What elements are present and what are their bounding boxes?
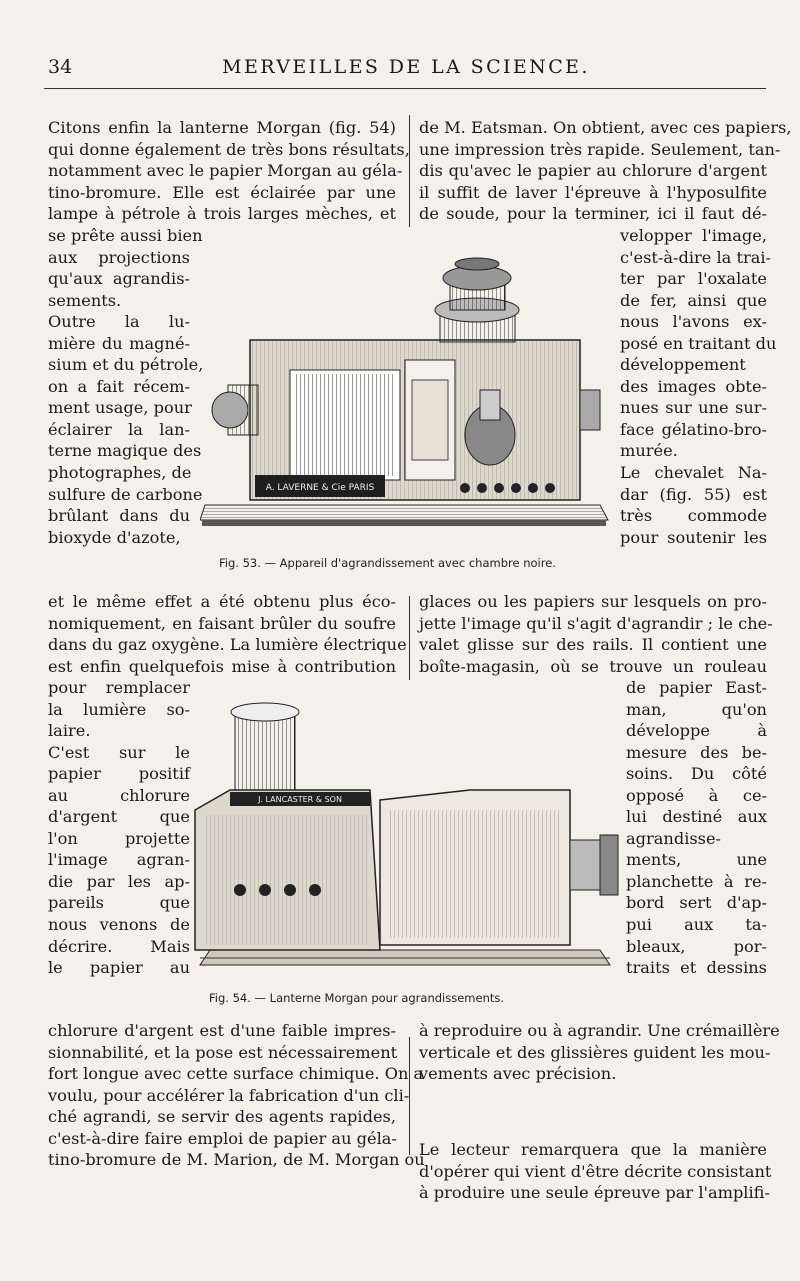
text-line: fort longue avec cette surface chimique. On a (48, 1064, 424, 1084)
text-line: décrire. Mais (48, 936, 190, 956)
text-block-left-middle (48, 591, 407, 677)
text-line: face gélatino-bro- (620, 419, 767, 439)
text-line: il suffit de laver l'épreuve à l'hyposulfite (419, 182, 767, 202)
text-line: on a fait récem- (48, 376, 190, 396)
text-block-right-wrap-1 (620, 225, 777, 548)
text-line: sulfure de carbone (48, 484, 203, 504)
text-line: développement (620, 355, 746, 375)
text-line: l'image agran- (48, 850, 190, 870)
text-line: boîte-magasin, où se trouve un rouleau (419, 656, 767, 676)
text-block-left-wrap-2 (48, 677, 190, 979)
text-line: de M. Eatsman. On obtient, avec ces papiers, (419, 118, 792, 137)
text-line: papier positif (48, 764, 190, 784)
text-block-right-final (419, 1139, 772, 1204)
text-line: velopper l'image, (620, 226, 767, 245)
running-title: MERVEILLES DE LA SCIENCE. (222, 56, 590, 78)
text-line: nues sur une sur- (620, 398, 767, 418)
text-line: bleaux, por- (626, 936, 767, 956)
text-block-left-top (48, 117, 410, 225)
text-line: brûlant dans du (48, 506, 190, 526)
text-block-right-middle (419, 591, 773, 677)
text-line: mesure des be- (626, 742, 767, 762)
page-number: 34 (48, 56, 73, 78)
text-line: est enfin quelquefois mise à contribution (48, 656, 396, 676)
text-block-left-wrap-1 (48, 225, 204, 548)
column-divider (409, 596, 410, 680)
text-line: se prête aussi bien (48, 226, 203, 245)
column-divider (409, 115, 410, 227)
text-line: vements avec précision. (419, 1064, 617, 1084)
text-line: planchette à re- (626, 871, 767, 891)
text-line: c'est-à-dire faire emploi de papier au géla- (48, 1128, 397, 1148)
text-line: le papier au (48, 958, 190, 978)
figure-54-illustration (190, 700, 622, 982)
text-line: qu'aux agrandis- (48, 269, 190, 289)
text-line: une impression très rapide. Seulement, tan- (419, 139, 781, 159)
text-line: au chlorure (48, 785, 190, 805)
text-line: jette l'image qu'il s'agit d'agrandir ; le che- (419, 613, 773, 633)
figure-53-illustration (200, 250, 610, 542)
text-line: glaces ou les papiers sur lesquels on pro- (419, 592, 767, 611)
column-divider (409, 1037, 410, 1155)
text-line: Outre la lu- (48, 312, 190, 332)
text-line: lampe à pétrole à trois larges mèches, et (48, 204, 396, 224)
text-line: dans du gaz oxygène. La lumière électrique (48, 635, 407, 655)
text-line: tino-bromure. Elle est éclairée par une (48, 182, 396, 202)
text-line: mière du magné- (48, 333, 190, 353)
text-line: ments, une (626, 850, 767, 870)
text-line: soins. Du côté (626, 764, 767, 784)
figure-53-caption: Fig. 53. — Appareil d'agrandissement avec chambre noire. (219, 556, 556, 570)
text-line: de fer, ainsi que (620, 290, 767, 310)
text-line: opposé à ce- (626, 785, 767, 805)
text-line: dis qu'avec le papier au chlorure d'argent (419, 161, 767, 181)
text-line: sionnabilité, et la pose est nécessairement (48, 1042, 398, 1062)
text-line: voulu, pour accélérer la fabrication d'un cli- (48, 1085, 410, 1105)
text-line: la lumière so- (48, 699, 190, 719)
running-header (48, 56, 764, 80)
figure-54-caption: Fig. 54. — Lanterne Morgan pour agrandissements. (209, 991, 505, 1005)
text-line: verticale et des glissières guident les mou- (419, 1042, 771, 1062)
text-line: bioxyde d'azote, (48, 527, 181, 547)
text-line: die par les ap- (48, 871, 190, 891)
text-line: Le chevalet Na- (620, 463, 767, 483)
text-line: terne magique des (48, 441, 202, 461)
text-line: notamment avec le papier Morgan au géla- (48, 161, 403, 181)
text-line: l'on projette (48, 828, 190, 848)
text-line: des images obte- (620, 376, 767, 396)
text-line: lui destiné aux (626, 807, 767, 827)
text-line: d'opérer qui vient d'être décrite consistant (419, 1161, 772, 1181)
text-line: dar (fig. 55) est (620, 484, 767, 504)
text-line: man, qu'on (626, 699, 767, 719)
text-line: murée. (620, 441, 678, 461)
text-line: tino-bromure de M. Marion, de M. Morgan ou (48, 1150, 425, 1170)
text-line: pareils que (48, 893, 190, 913)
text-line: très commode (620, 506, 767, 526)
text-line: c'est-à-dire la trai- (620, 247, 772, 267)
text-block-right-top (419, 117, 792, 225)
text-line: qui donne également de très bons résultats, (48, 139, 410, 159)
text-line: posé en traitant du (620, 333, 777, 353)
text-line: pui aux ta- (626, 915, 767, 935)
text-line: Citons enfin la lanterne Morgan (fig. 54) (48, 118, 396, 137)
text-line: de soude, pour la terminer, ici il faut dé- (419, 204, 767, 224)
text-block-right-bottom (419, 1020, 780, 1085)
text-line: sements. (48, 290, 122, 310)
text-line: pour soutenir les (620, 527, 767, 547)
text-line: aux projections (48, 247, 190, 267)
fig53-maker-plate: A. LAVERNE & Cie PARIS (265, 483, 375, 493)
fig54-maker-plate: J. LANCASTER & SON (258, 795, 342, 804)
text-line: traits et dessins (626, 958, 767, 978)
text-line: C'est sur le (48, 742, 190, 762)
text-line: de papier East- (626, 678, 767, 697)
text-line: d'argent que (48, 807, 190, 827)
text-line: nomiquement, en faisant brûler du soufre (48, 613, 396, 633)
text-line: photographes, de (48, 463, 192, 483)
text-line: sium et du pétrole, (48, 355, 204, 375)
text-line: pour remplacer (48, 678, 190, 697)
text-block-left-bottom (48, 1020, 425, 1171)
text-line: à produire une seule épreuve par l'amplifi- (419, 1183, 770, 1203)
text-line: nous venons de (48, 915, 190, 935)
text-line: bord sert d'ap- (626, 893, 767, 913)
text-line: à reproduire ou à agrandir. Une crémaillère (419, 1021, 780, 1040)
text-line: éclairer la lan- (48, 419, 190, 439)
text-line: développe à (626, 721, 767, 741)
text-line: et le même effet a été obtenu plus éco- (48, 592, 396, 611)
text-line: chlorure d'argent est d'une faible impres- (48, 1021, 396, 1040)
text-block-right-wrap-2 (626, 677, 767, 979)
text-line: valet glisse sur des rails. Il contient une (419, 635, 767, 655)
text-line: agrandisse- (626, 828, 722, 848)
text-line: ter par l'oxalate (620, 269, 767, 289)
text-line: ment usage, pour (48, 398, 192, 418)
text-line: Le lecteur remarquera que la manière (419, 1140, 767, 1159)
header-rule (44, 88, 766, 89)
text-line: laire. (48, 721, 91, 741)
text-line: ché agrandi, se servir des agents rapides, (48, 1107, 396, 1127)
text-line: nous l'avons ex- (620, 312, 767, 332)
